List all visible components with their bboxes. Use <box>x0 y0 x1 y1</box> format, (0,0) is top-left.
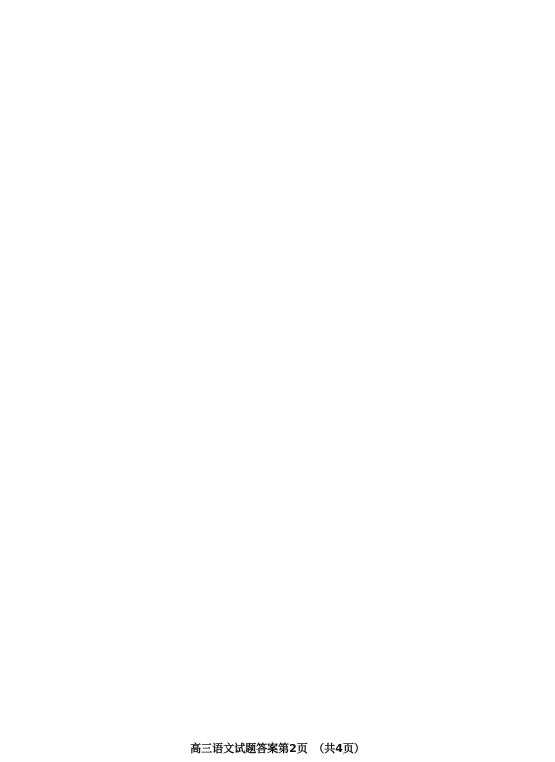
page-footer: 高三语文试题答案第2页 （共4页） <box>190 742 365 755</box>
